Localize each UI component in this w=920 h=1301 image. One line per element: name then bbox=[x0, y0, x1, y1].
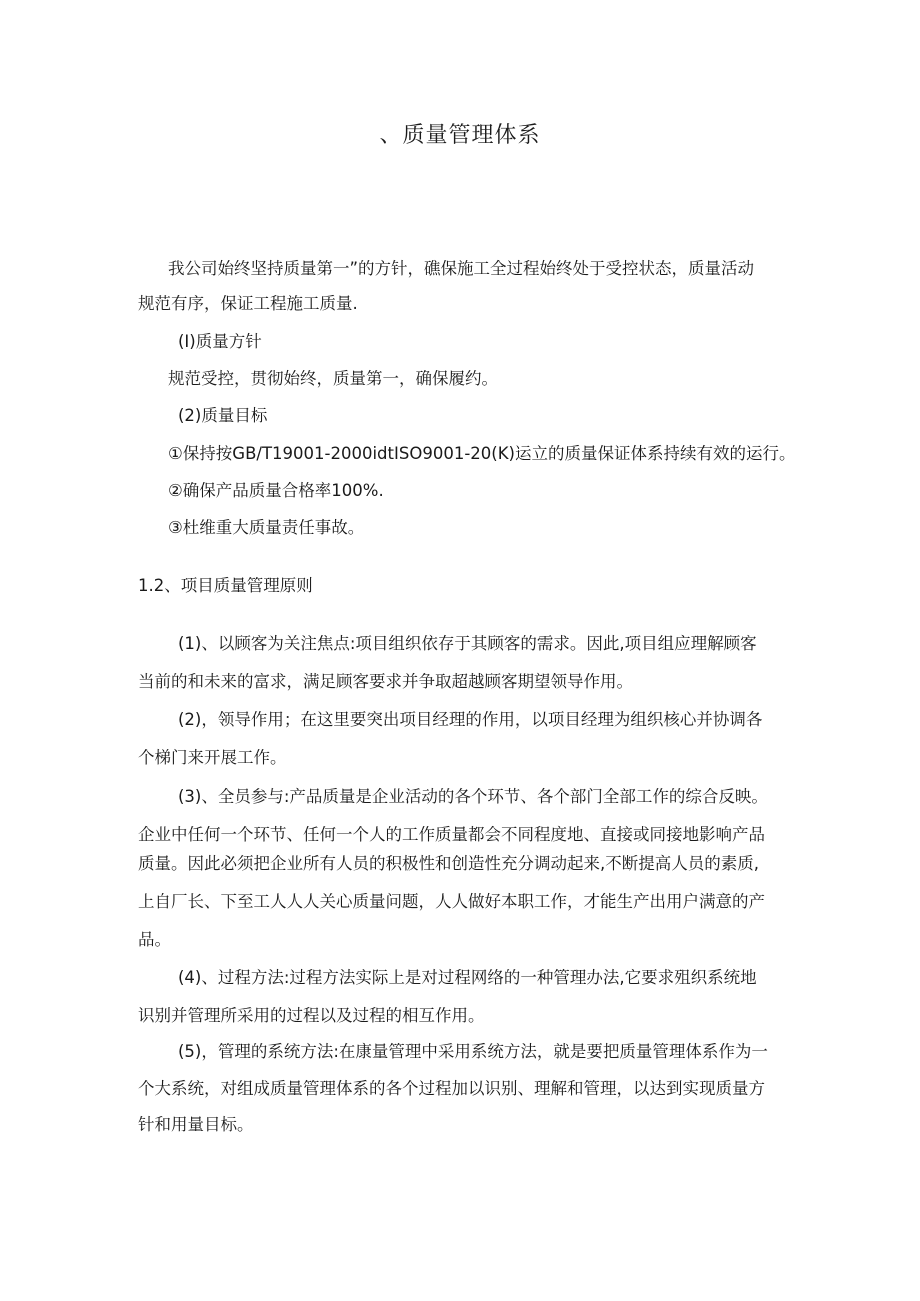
page-title: 、质量管理体系 bbox=[379, 123, 541, 148]
policy-heading: (I)质量方针 bbox=[178, 332, 262, 351]
intro-line-1: 我公司始终坚持质量第一”的方针，礁保施工全过程始终处于受控状态，质量活动 bbox=[168, 259, 755, 278]
intro-line-2: 规范有序，保证工程施工质量. bbox=[138, 294, 358, 313]
principle-line: 个梯门来开展工作。 bbox=[138, 748, 287, 767]
goals-heading: (2)质量目标 bbox=[178, 406, 268, 425]
section-heading: 1.2、项目质量管理原则 bbox=[138, 576, 313, 595]
principle-line: 企业中任何一个环节、任何一个人的工作质量都会不同程度地、直接或同接地影响产品 bbox=[138, 825, 765, 844]
principle-line: 上自厂长、下至工人人人关心质量问题，人人做好本职工作，才能生产出用户满意的产 bbox=[138, 892, 765, 911]
goal-item: ③杜维重大质量责任事故。 bbox=[168, 518, 365, 537]
principle-line: 质量。因此必须把企业所有人员的积极性和创造性充分调动起来,不断提高人员的素质, bbox=[138, 854, 759, 873]
principle-line: 品。 bbox=[138, 930, 171, 949]
principle-line: (3)、全员参与:产品质量是企业活动的各个环节、各个部门全部工作的综合反映。 bbox=[178, 787, 768, 806]
goal-item: ①保持按GB/T19001-2000idtISO9001-20(K)运立的质量保证体系持续有效的运行。 bbox=[168, 444, 796, 463]
principle-line: (1)、以顾客为关注焦点:项目组织依存于其顾客的需求。因此,项目组应理解顾客 bbox=[178, 634, 757, 653]
principle-line: 个大系统，对组成质量管理体系的各个过程加以识别、理解和管理，以达到实现质量方 bbox=[138, 1079, 765, 1098]
principle-line: 针和用量目标。 bbox=[138, 1115, 254, 1134]
principle-line: (4)、过程方法:过程方法实际上是对过程网络的一种管理办法,它要求殂织系统地 bbox=[178, 968, 757, 987]
principle-line: (5)，管理的系统方法:在康量管理中采用系统方法，就是要把质量管理体系作为一 bbox=[178, 1042, 768, 1061]
principle-line: 当前的和未来的富求，满足顾客要求并争取超越顾客期望领导作用。 bbox=[138, 672, 633, 691]
principle-line: (2)，领导作用；在这里要突出项目经理的作用，以项目经理为组织核心并协调各 bbox=[178, 710, 763, 729]
policy-text: 规范受控，贯彻始终，质量第一，确保履约。 bbox=[168, 369, 498, 388]
principle-line: 识别并管理所采用的过程以及过程的相互作用。 bbox=[138, 1006, 485, 1025]
goal-item: ②确保产品质量合格率100%. bbox=[168, 481, 384, 500]
